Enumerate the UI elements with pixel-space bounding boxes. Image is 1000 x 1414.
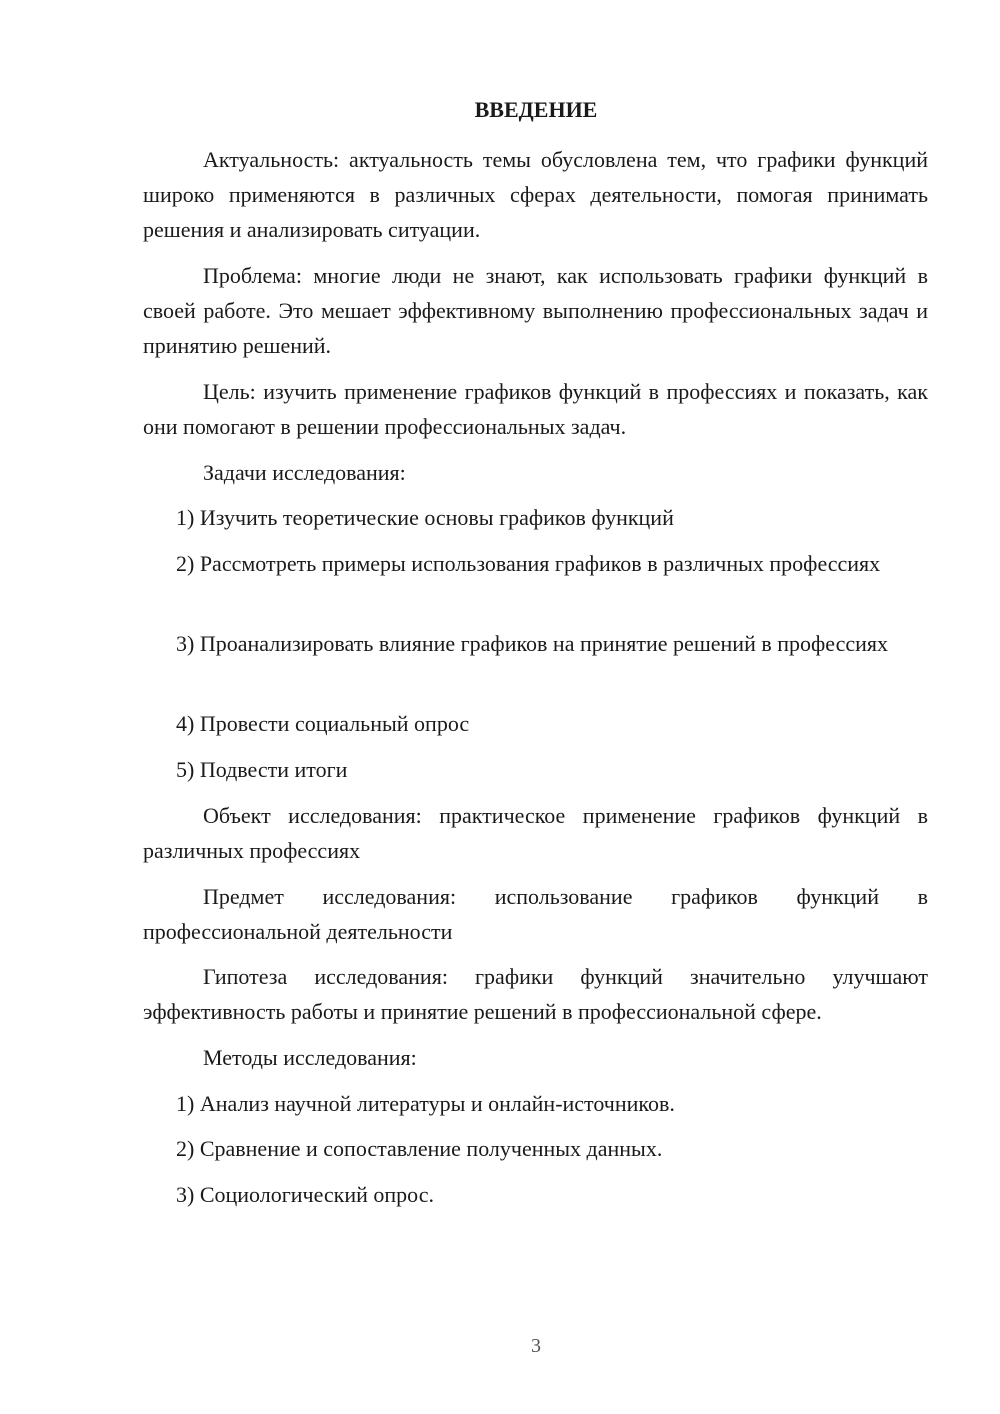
paragraph-object: Объект исследования: практическое применение графиков функций в различных профессиях bbox=[143, 803, 928, 863]
paragraph-methods-heading: Методы исследования: bbox=[203, 1045, 417, 1070]
task-item-3: 3) Проанализировать влияние графиков на принятие решений в профессиях bbox=[176, 631, 888, 656]
paragraph-problem: Проблема: многие люди не знают, как использовать графики функций в своей работе. Это мешает эффективному выполнению профессиональных задач и принятию решений. bbox=[143, 263, 928, 358]
task-item-5: 5) Подвести итоги bbox=[176, 757, 348, 782]
page-number: 3 bbox=[531, 1335, 541, 1357]
task-item-1: 1) Изучить теоретические основы графиков функций bbox=[176, 505, 674, 530]
page-title: ВВЕДЕНИЕ bbox=[474, 97, 598, 122]
task-item-4: 4) Провести социальный опрос bbox=[176, 711, 470, 736]
method-item-3: 3) Социологический опрос. bbox=[176, 1182, 434, 1207]
paragraph-tasks-heading: Задачи исследования: bbox=[203, 460, 406, 485]
paragraph-relevance: Актуальность: актуальность темы обусловлена тем, что графики функций широко применяются в различных сферах деятельности, помогая принимать решения и анализировать ситуации. bbox=[143, 147, 928, 242]
paragraph-subject: Предмет исследования: использование графиков функций в профессиональной деятельности bbox=[143, 884, 928, 944]
method-item-2: 2) Сравнение и сопоставление полученных данных. bbox=[176, 1136, 663, 1161]
method-item-1: 1) Анализ научной литературы и онлайн-источников. bbox=[176, 1091, 675, 1116]
paragraph-hypothesis: Гипотеза исследования: графики функций значительно улучшают эффективность работы и принятие решений в профессиональной сфере. bbox=[143, 964, 928, 1024]
task-item-2: 2) Рассмотреть примеры использования графиков в различных профессиях bbox=[176, 551, 881, 576]
paragraph-goal: Цель: изучить применение графиков функций в профессиях и показать, как они помогают в решении профессиональных задач. bbox=[143, 379, 928, 439]
